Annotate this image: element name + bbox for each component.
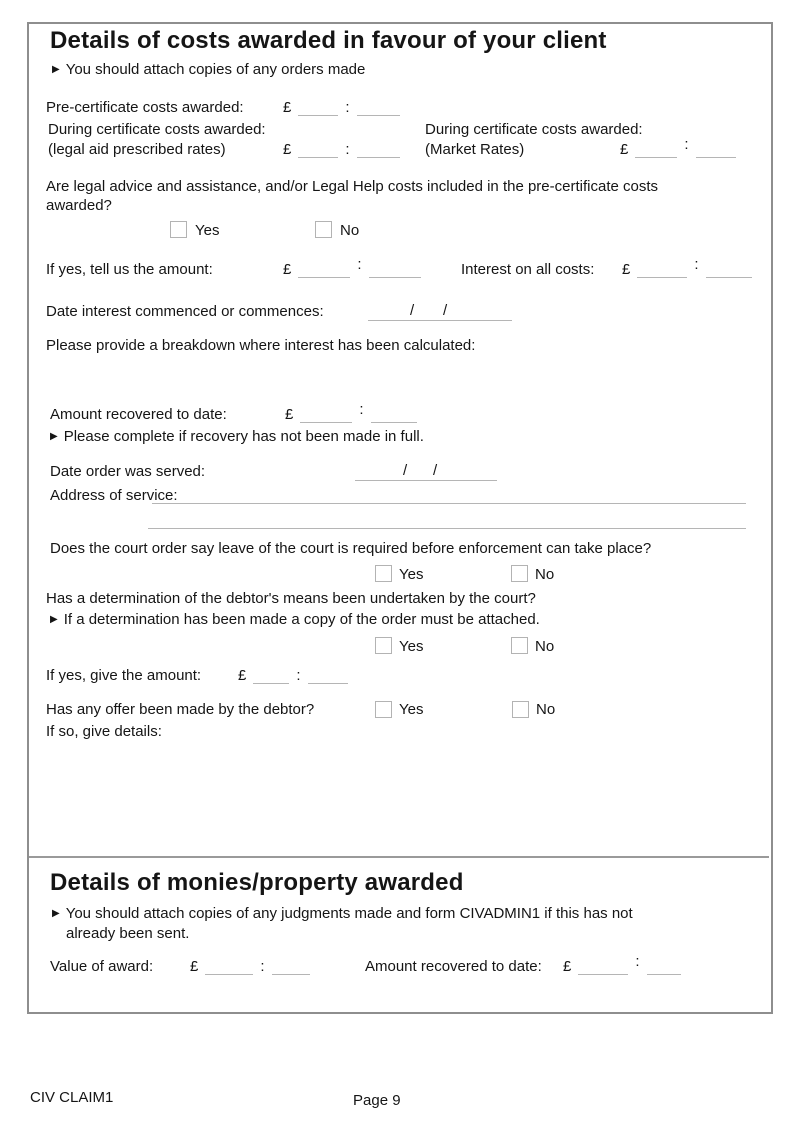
leave-no-checkbox[interactable] xyxy=(511,565,528,582)
leave-yes-label: Yes xyxy=(399,566,424,583)
determination-yes-checkbox[interactable] xyxy=(375,637,392,654)
offer-details-label: If so, give details: xyxy=(46,723,162,740)
legal-help-question-line1: Are legal advice and assistance, and/or Legal Help costs included in the pre-certificate costs xyxy=(46,178,659,195)
date-slash: / xyxy=(433,462,438,479)
colon-separator: : xyxy=(635,953,640,970)
date-interest-label: Date interest commenced or commences: xyxy=(46,303,324,320)
determination-note-text: If a determination has been made a copy of the order must be attached. xyxy=(63,611,540,628)
pound-sign: £ xyxy=(283,261,292,278)
market-rates-pounds-field[interactable] xyxy=(635,141,677,158)
bullet-icon: ▶ xyxy=(52,64,60,75)
legal-help-yes-label: Yes xyxy=(195,222,220,239)
date-slash: / xyxy=(443,302,448,319)
pre-certificate-label: Pre-certificate costs awarded: xyxy=(46,99,244,116)
market-rates-pence-field[interactable] xyxy=(696,141,736,158)
leave-question: Does the court order say leave of the court is required before enforcement can take place? xyxy=(50,540,652,557)
determination-no-label: No xyxy=(535,638,555,655)
monies-note-line1: You should attach copies of any judgments made and form CIVADMIN1 if this has not xyxy=(65,905,633,922)
amount-recovered-pounds-field[interactable] xyxy=(300,406,352,423)
pound-sign: £ xyxy=(238,667,247,684)
date-interest-field[interactable] xyxy=(368,302,512,321)
monies-amount-recovered-label: Amount recovered to date: xyxy=(365,958,542,975)
pound-sign: £ xyxy=(283,99,292,116)
attach-orders-note-text: You should attach copies of any orders made xyxy=(65,61,366,78)
legal-help-question-line2: awarded? xyxy=(46,197,112,214)
pound-sign: £ xyxy=(620,141,629,158)
recovery-note xyxy=(50,427,424,448)
colon-separator: : xyxy=(296,667,301,684)
value-of-award-group xyxy=(190,957,310,975)
bullet-icon: ▶ xyxy=(52,908,60,919)
market-rates-amount-group xyxy=(620,136,736,158)
monies-amount-recovered-pounds-field[interactable] xyxy=(578,958,628,975)
date-order-served-label: Date order was served: xyxy=(50,463,206,480)
colon-separator: : xyxy=(694,256,699,273)
interest-all-costs-pence-field[interactable] xyxy=(706,261,752,278)
colon-separator: : xyxy=(357,256,362,273)
pound-sign: £ xyxy=(190,958,199,975)
determination-question: Has a determination of the debtor's means been undertaken by the court? xyxy=(46,590,536,607)
value-of-award-label: Value of award: xyxy=(50,958,154,975)
amount-recovered-label: Amount recovered to date: xyxy=(50,406,227,423)
pre-certificate-pence-field[interactable] xyxy=(357,99,400,116)
pre-certificate-amount-group xyxy=(283,98,400,116)
amount-recovered-pence-field[interactable] xyxy=(371,406,417,423)
monies-note-line2: already been sent. xyxy=(66,925,190,942)
monies-section-title: Details of monies/property awarded xyxy=(50,869,464,896)
bullet-icon: ▶ xyxy=(50,614,58,625)
during-certificate-left-label: During certificate costs awarded: xyxy=(48,121,266,138)
address-of-service-label: Address of service: xyxy=(50,487,178,504)
if-yes-amount-group xyxy=(283,256,421,278)
monies-amount-recovered-group xyxy=(563,953,681,975)
bullet-icon: ▶ xyxy=(50,431,58,442)
prescribed-rates-sublabel: (legal aid prescribed rates) xyxy=(48,141,226,158)
pre-certificate-pounds-field[interactable] xyxy=(298,99,338,116)
address-of-service-line1-field[interactable] xyxy=(152,486,746,504)
pound-sign: £ xyxy=(622,261,631,278)
market-rates-sublabel: (Market Rates) xyxy=(425,141,525,158)
costs-section-title: Details of costs awarded in favour of your client xyxy=(50,27,607,54)
interest-all-costs-group xyxy=(622,256,752,278)
legal-help-no-checkbox[interactable] xyxy=(315,221,332,238)
legal-help-no-label: No xyxy=(340,222,360,239)
colon-separator: : xyxy=(684,136,689,153)
monies-note-bullet xyxy=(52,904,633,925)
recovery-note-text: Please complete if recovery has not been made in full. xyxy=(63,428,424,445)
interest-all-costs-pounds-field[interactable] xyxy=(637,261,687,278)
amount-recovered-group xyxy=(285,401,417,423)
leave-no-label: No xyxy=(535,566,555,583)
value-of-award-pounds-field[interactable] xyxy=(205,958,253,975)
colon-separator: : xyxy=(345,141,350,158)
date-order-served-field[interactable] xyxy=(355,462,497,481)
offer-yes-label: Yes xyxy=(399,701,424,718)
during-certificate-right-label: During certificate costs awarded: xyxy=(425,121,643,138)
offer-no-checkbox[interactable] xyxy=(512,701,529,718)
if-yes-give-amount-pounds-field[interactable] xyxy=(253,667,289,684)
footer-form-code: CIV CLAIM1 xyxy=(30,1089,114,1106)
determination-yes-label: Yes xyxy=(399,638,424,655)
determination-note xyxy=(50,610,540,631)
colon-separator: : xyxy=(260,958,265,975)
if-yes-give-amount-group xyxy=(238,666,348,684)
offer-no-label: No xyxy=(536,701,556,718)
monies-amount-recovered-pence-field[interactable] xyxy=(647,958,681,975)
footer-page-number: Page 9 xyxy=(353,1092,401,1109)
prescribed-rates-amount-group xyxy=(283,140,400,158)
pound-sign: £ xyxy=(285,406,294,423)
if-yes-amount-label: If yes, tell us the amount: xyxy=(46,261,213,278)
if-yes-give-amount-pence-field[interactable] xyxy=(308,667,348,684)
prescribed-rates-pence-field[interactable] xyxy=(357,141,400,158)
colon-separator: : xyxy=(359,401,364,418)
if-yes-amount-pounds-field[interactable] xyxy=(298,261,350,278)
breakdown-label: Please provide a breakdown where interest has been calculated: xyxy=(46,337,476,354)
interest-on-all-costs-label: Interest on all costs: xyxy=(461,261,595,278)
address-of-service-line2-field[interactable] xyxy=(148,510,746,529)
date-slash: / xyxy=(403,462,408,479)
pound-sign: £ xyxy=(283,141,292,158)
if-yes-amount-pence-field[interactable] xyxy=(369,261,421,278)
pound-sign: £ xyxy=(563,958,572,975)
attach-orders-note xyxy=(52,60,365,81)
value-of-award-pence-field[interactable] xyxy=(272,958,310,975)
prescribed-rates-pounds-field[interactable] xyxy=(298,141,338,158)
if-yes-give-amount-label: If yes, give the amount: xyxy=(46,667,202,684)
offer-question: Has any offer been made by the debtor? xyxy=(46,701,315,718)
date-slash: / xyxy=(410,302,415,319)
section-divider xyxy=(29,856,769,858)
colon-separator: : xyxy=(345,99,350,116)
offer-yes-checkbox[interactable] xyxy=(375,701,392,718)
legal-help-yes-checkbox[interactable] xyxy=(170,221,187,238)
leave-yes-checkbox[interactable] xyxy=(375,565,392,582)
determination-no-checkbox[interactable] xyxy=(511,637,528,654)
